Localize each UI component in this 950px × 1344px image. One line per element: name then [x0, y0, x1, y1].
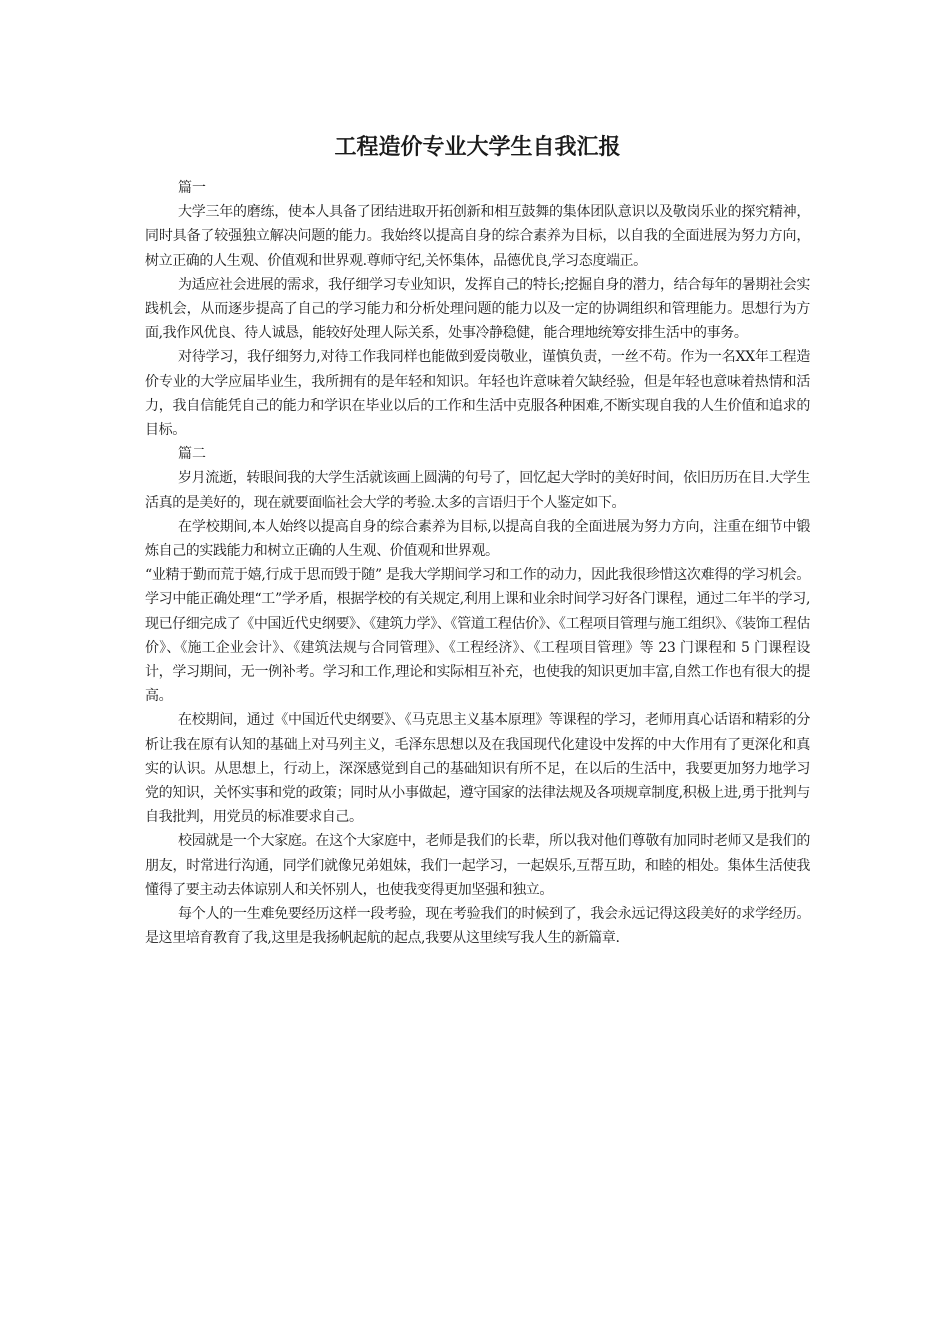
paragraph: 校园就是一个大家庭。在这个大家庭中，老师是我们的长辈，所以我对他们尊敬有加同时老师又是我们的朋友，时常进行沟通，同学们就像兄弟姐妹，我们一起学习，一起娱乐,互帮互助，和睦的相处。集体生活使我懂得了要主动去体谅别人和关怀别人，也使我变得更加坚强和独立。: [145, 833, 810, 898]
paragraph: 大学三年的磨练，使本人具备了团结进取开拓创新和相互鼓舞的集体团队意识以及敬岗乐业的探究精神，同时具备了较强独立解决问题的能力。我始终以提高自身的综合素养为目标，以自我的全面进展为努力方向，树立正确的人生观、价值观和世界观.尊师守纪,关怀集体，品德优良,学习态度端正。: [145, 204, 810, 269]
quote-paragraph: “业精于勤而荒于嬉,行成于思而毁于随” 是我大学期间学习和工作的动力，因此我很珍惜这次难得的学习机会。学习中能正确处理“工”学矛盾，根据学校的有关规定,利用上课和业余时间学习好各门课程，通过二年半的学习,现已仔细完成了《中国近代史纲要》、《建筑力学》、《管道工程估价》、《工程项目管理与施工组织》、《装饰工程估价》、《施工企业会计》、《建筑法规与合同管理》、《工程经济》、《工程项目管理》等 23 门课程和 5 门课程设计，学习期间，无一例补考。学习和工作,理论和实际相互补充，也使我的知识更加丰富,自然工作也有很大的提高。: [145, 567, 810, 705]
section-label-2: 篇二: [178, 446, 206, 463]
paragraph: 在校期间，通过《中国近代史纲要》、《马克思主义基本原理》等课程的学习，老师用真心话语和精彩的分析让我在原有认知的基础上对马列主义，毛泽东思想以及在我国现代化建设中发挥的中大作用有了更深化和真实的认识。从思想上，行动上，深深感觉到自己的基础知识有所不足，在以后的生活中，我要更加努力地学习党的知识，关怀实事和党的政策；同时从小事做起，遵守国家的法律法规及各项规章制度,积极上进,勇于批判与自我批判，用党员的标准要求自己。: [145, 712, 810, 826]
paragraph: 为适应社会进展的需求，我仔细学习专业知识，发挥自己的特长;挖掘自身的潜力，结合每年的暑期社会实践机会，从而逐步提高了自己的学习能力和分析处理问题的能力以及一定的协调组织和管理能力。思想行为方面,我作风优良、待人诚恳，能较好处理人际关系，处事冷静稳健，能合理地统筹安排生活中的事务。: [145, 276, 810, 342]
paragraph: 岁月流逝，转眼间我的大学生活就该画上圆满的句号了，回忆起大学时的美好时间，依旧历历在目.大学生活真的是美好的，现在就要面临社会大学的考验.太多的言语归于个人鉴定如下。: [145, 470, 810, 511]
paragraph: 在学校期间,本人始终以提高自身的综合素养为目标,以提高自我的全面进展为努力方向，注重在细节中锻炼自己的实践能力和树立正确的人生观、价值观和世界观。: [145, 518, 810, 560]
document-title: 工程造价专业大学生自我汇报: [334, 135, 621, 160]
paragraph: 对待学习，我仔细努力,对待工作我同样也能做到爱岗敬业，谨慎负责，一丝不苟。作为一名XX年工程造价专业的大学应届毕业生，我所拥有的是年轻和知识。年轻也许意味着欠缺经验，但是年轻也意味着热情和活力，我自信能凭自己的能力和学识在毕业以后的工作和生活中克服各种困难,不断实现自我的人生价值和追求的目标。: [145, 349, 810, 439]
document-page: [145, 130, 810, 951]
paragraph: 每个人的一生难免要经历这样一段考验，现在考验我们的时候到了，我会永远记得这段美好的求学经历。是这里培育教育了我,这里是我扬帆起航的起点,我要从这里续写我人生的新篇章.: [145, 906, 810, 947]
section-label-1: 篇一: [178, 180, 206, 196]
